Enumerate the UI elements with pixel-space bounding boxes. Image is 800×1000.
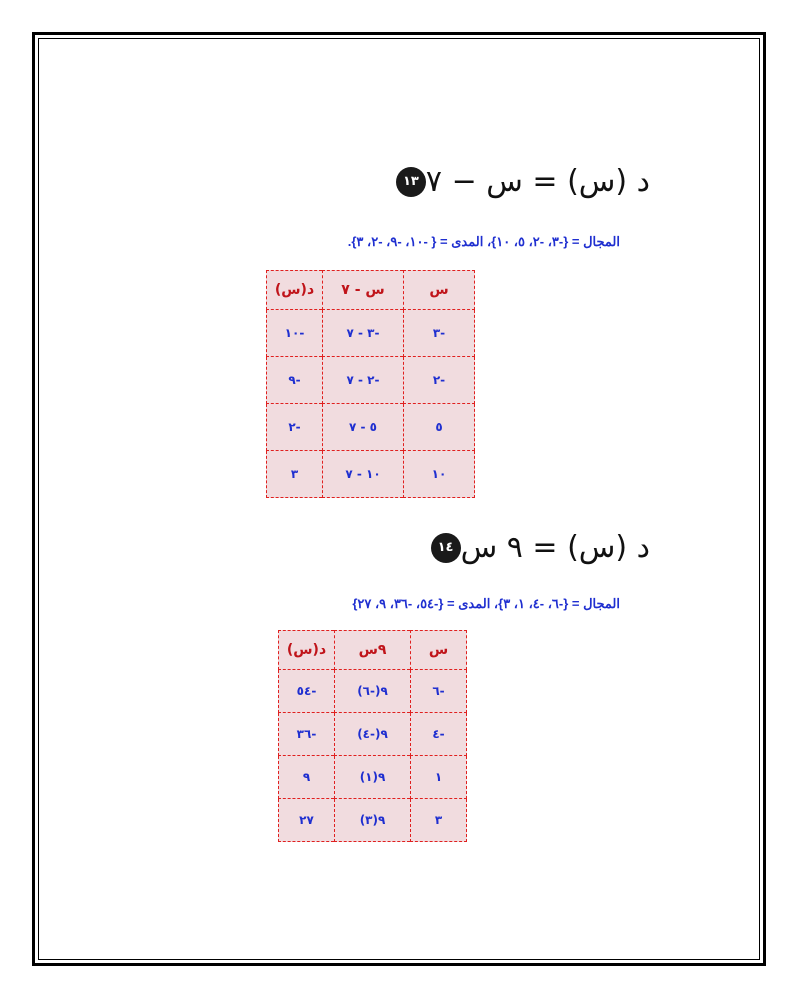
problem-13-domain-range: المجال = {-٣، -٢، ٥، ١٠}، المدى = { -١٠، -٩، -٢، ٣}. bbox=[347, 234, 620, 249]
table-cell: ١٠ bbox=[404, 451, 475, 498]
table-row bbox=[267, 310, 475, 357]
table-cell: ١ bbox=[411, 756, 467, 799]
table-cell: ٩(-٤) bbox=[335, 713, 411, 756]
problem-number-badge: ١٣ bbox=[396, 167, 426, 197]
table-cell: -٩ bbox=[267, 357, 323, 404]
table-cell: ٥ bbox=[404, 404, 475, 451]
table-cell: ٥ - ٧ bbox=[323, 404, 404, 451]
problem-14-table bbox=[278, 630, 467, 842]
table-header-row bbox=[267, 271, 475, 310]
table-cell: -٦ bbox=[411, 670, 467, 713]
table-cell: ٩(١) bbox=[335, 756, 411, 799]
problem-14-domain-range: المجال = {-٦، -٤، ١، ٣}، المدى = {-٥٤، -٣٦، ٩، ٢٧} bbox=[352, 596, 620, 611]
problem-13-heading bbox=[384, 164, 650, 199]
table-cell: -٥٤ bbox=[279, 670, 335, 713]
table-cell: -٣٦ bbox=[279, 713, 335, 756]
table-row bbox=[279, 756, 467, 799]
problem-13-table bbox=[266, 270, 475, 498]
table-cell: ٩(٣) bbox=[335, 799, 411, 842]
header-cell: س bbox=[404, 271, 475, 310]
header-cell: ٩س bbox=[335, 631, 411, 670]
table-cell: ٣ bbox=[411, 799, 467, 842]
table-cell: -٣ - ٧ bbox=[323, 310, 404, 357]
problem-equation: د (س) = س − ٧ bbox=[425, 164, 650, 199]
table-cell: ١٠ - ٧ bbox=[323, 451, 404, 498]
table-cell: -١٠ bbox=[267, 310, 323, 357]
problem-number-badge: ١٤ bbox=[431, 533, 461, 563]
table-row bbox=[279, 670, 467, 713]
table-cell: ٢٧ bbox=[279, 799, 335, 842]
table-row bbox=[267, 451, 475, 498]
table-cell: ٩(-٦) bbox=[335, 670, 411, 713]
problem-14-heading bbox=[419, 530, 650, 565]
header-cell: د(س) bbox=[279, 631, 335, 670]
table-cell: -٣ bbox=[404, 310, 475, 357]
table-row bbox=[279, 799, 467, 842]
table-header-row bbox=[279, 631, 467, 670]
table-row bbox=[267, 404, 475, 451]
table-cell: ٣ bbox=[267, 451, 323, 498]
header-cell: س - ٧ bbox=[323, 271, 404, 310]
problem-equation: د (س) = ٩ س bbox=[460, 530, 650, 565]
table-cell: ٩ bbox=[279, 756, 335, 799]
table-cell: -٤ bbox=[411, 713, 467, 756]
table-cell: -٢ bbox=[267, 404, 323, 451]
table-row bbox=[267, 357, 475, 404]
header-cell: س bbox=[411, 631, 467, 670]
table-cell: -٢ - ٧ bbox=[323, 357, 404, 404]
header-cell: د(س) bbox=[267, 271, 323, 310]
table-row bbox=[279, 713, 467, 756]
table-cell: -٢ bbox=[404, 357, 475, 404]
